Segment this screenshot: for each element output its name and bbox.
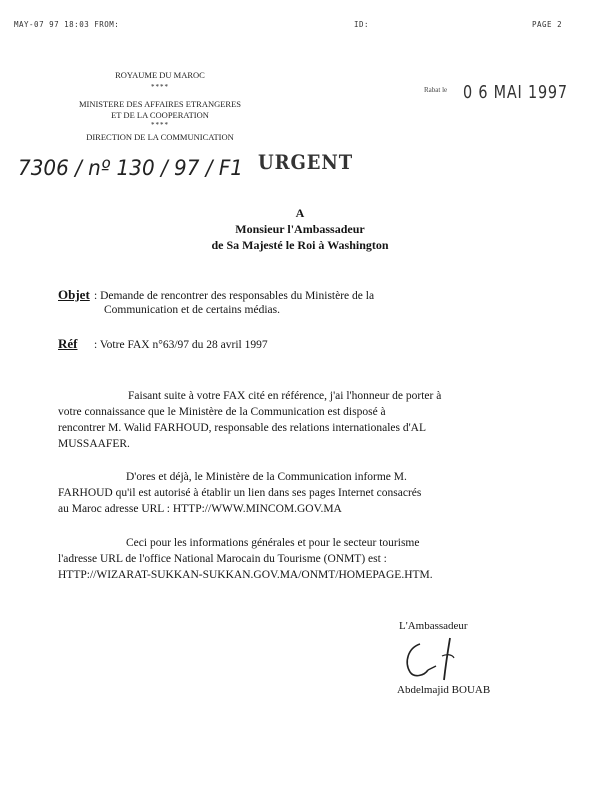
signature-title: L'Ambassadeur — [399, 620, 468, 632]
addressee-line1: A — [295, 206, 305, 220]
letterhead-direction: DIRECTION DE LA COMMUNICATION — [86, 132, 234, 142]
addressee-line3: de Sa Majesté le Roi à Washington — [211, 238, 389, 252]
para3-line3: HTTP://WIZARAT-SUKKAN-SUKKAN.GOV.MA/ONMT/HOMEPAGE.HTM. — [58, 569, 433, 581]
letterhead-kingdom: ROYAUME DU MAROC — [115, 70, 205, 80]
signature-name: Abdelmajid BOUAB — [397, 684, 491, 696]
objet-line1: : Demande de rencontrer des responsables du Ministère de la — [94, 290, 375, 302]
handwritten-reference: 7306 / nº 130 / 97 / F1 — [18, 156, 244, 180]
letterhead-ministry-line1: MINISTERE DES AFFAIRES ETRANGERES — [78, 99, 242, 109]
para1-line1: Faisant suite à votre FAX cité en référence, j'ai l'honneur de porter à — [128, 390, 442, 402]
para1-line2: votre connaissance que le Ministère de la Communication est disposé à — [58, 406, 386, 418]
para2-line2: FARHOUD qu'il est autorisé à établir un lien dans ses pages Internet consacrés — [58, 487, 422, 499]
addressee-line2: Monsieur l'Ambassadeur — [235, 222, 365, 236]
letterhead-stars-2: **** — [151, 121, 169, 129]
fax-header-page: PAGE 2 — [532, 20, 563, 29]
objet-label: Objet — [58, 287, 90, 302]
ref-text: : Votre FAX n°63/97 du 28 avril 1997 — [94, 339, 268, 351]
handwritten-signature — [398, 636, 468, 688]
para2-line3: au Maroc adresse URL : HTTP://WWW.MINCOM.GOV.MA — [58, 503, 342, 515]
para1-line3: rencontrer M. Walid FARHOUD, responsable des relations internationales d'AL — [58, 422, 426, 434]
ref-label: Réf — [58, 336, 78, 351]
fax-header-sender: MAY-07 97 18:03 FROM: — [14, 20, 120, 29]
para1-line4: MUSSAAFER. — [58, 438, 130, 450]
urgent-stamp: URGENT — [258, 150, 354, 174]
date-label: Rabat le — [424, 86, 448, 94]
letterhead-ministry-line2: ET DE LA COOPERATION — [111, 110, 209, 120]
para3-line2: l'adresse URL de l'office National Marocain du Tourisme (ONMT) est : — [58, 553, 387, 565]
para2-line1: D'ores et déjà, le Ministère de la Communication informe M. — [126, 471, 407, 483]
date-stamp: 0 6 MAI 1997 — [463, 82, 568, 103]
para3-line1: Ceci pour les informations générales et pour le secteur tourisme — [126, 537, 420, 549]
letterhead-stars-1: **** — [151, 83, 169, 91]
fax-header-id: ID: — [354, 20, 370, 29]
objet-line2: Communication et de certains médias. — [104, 304, 280, 316]
